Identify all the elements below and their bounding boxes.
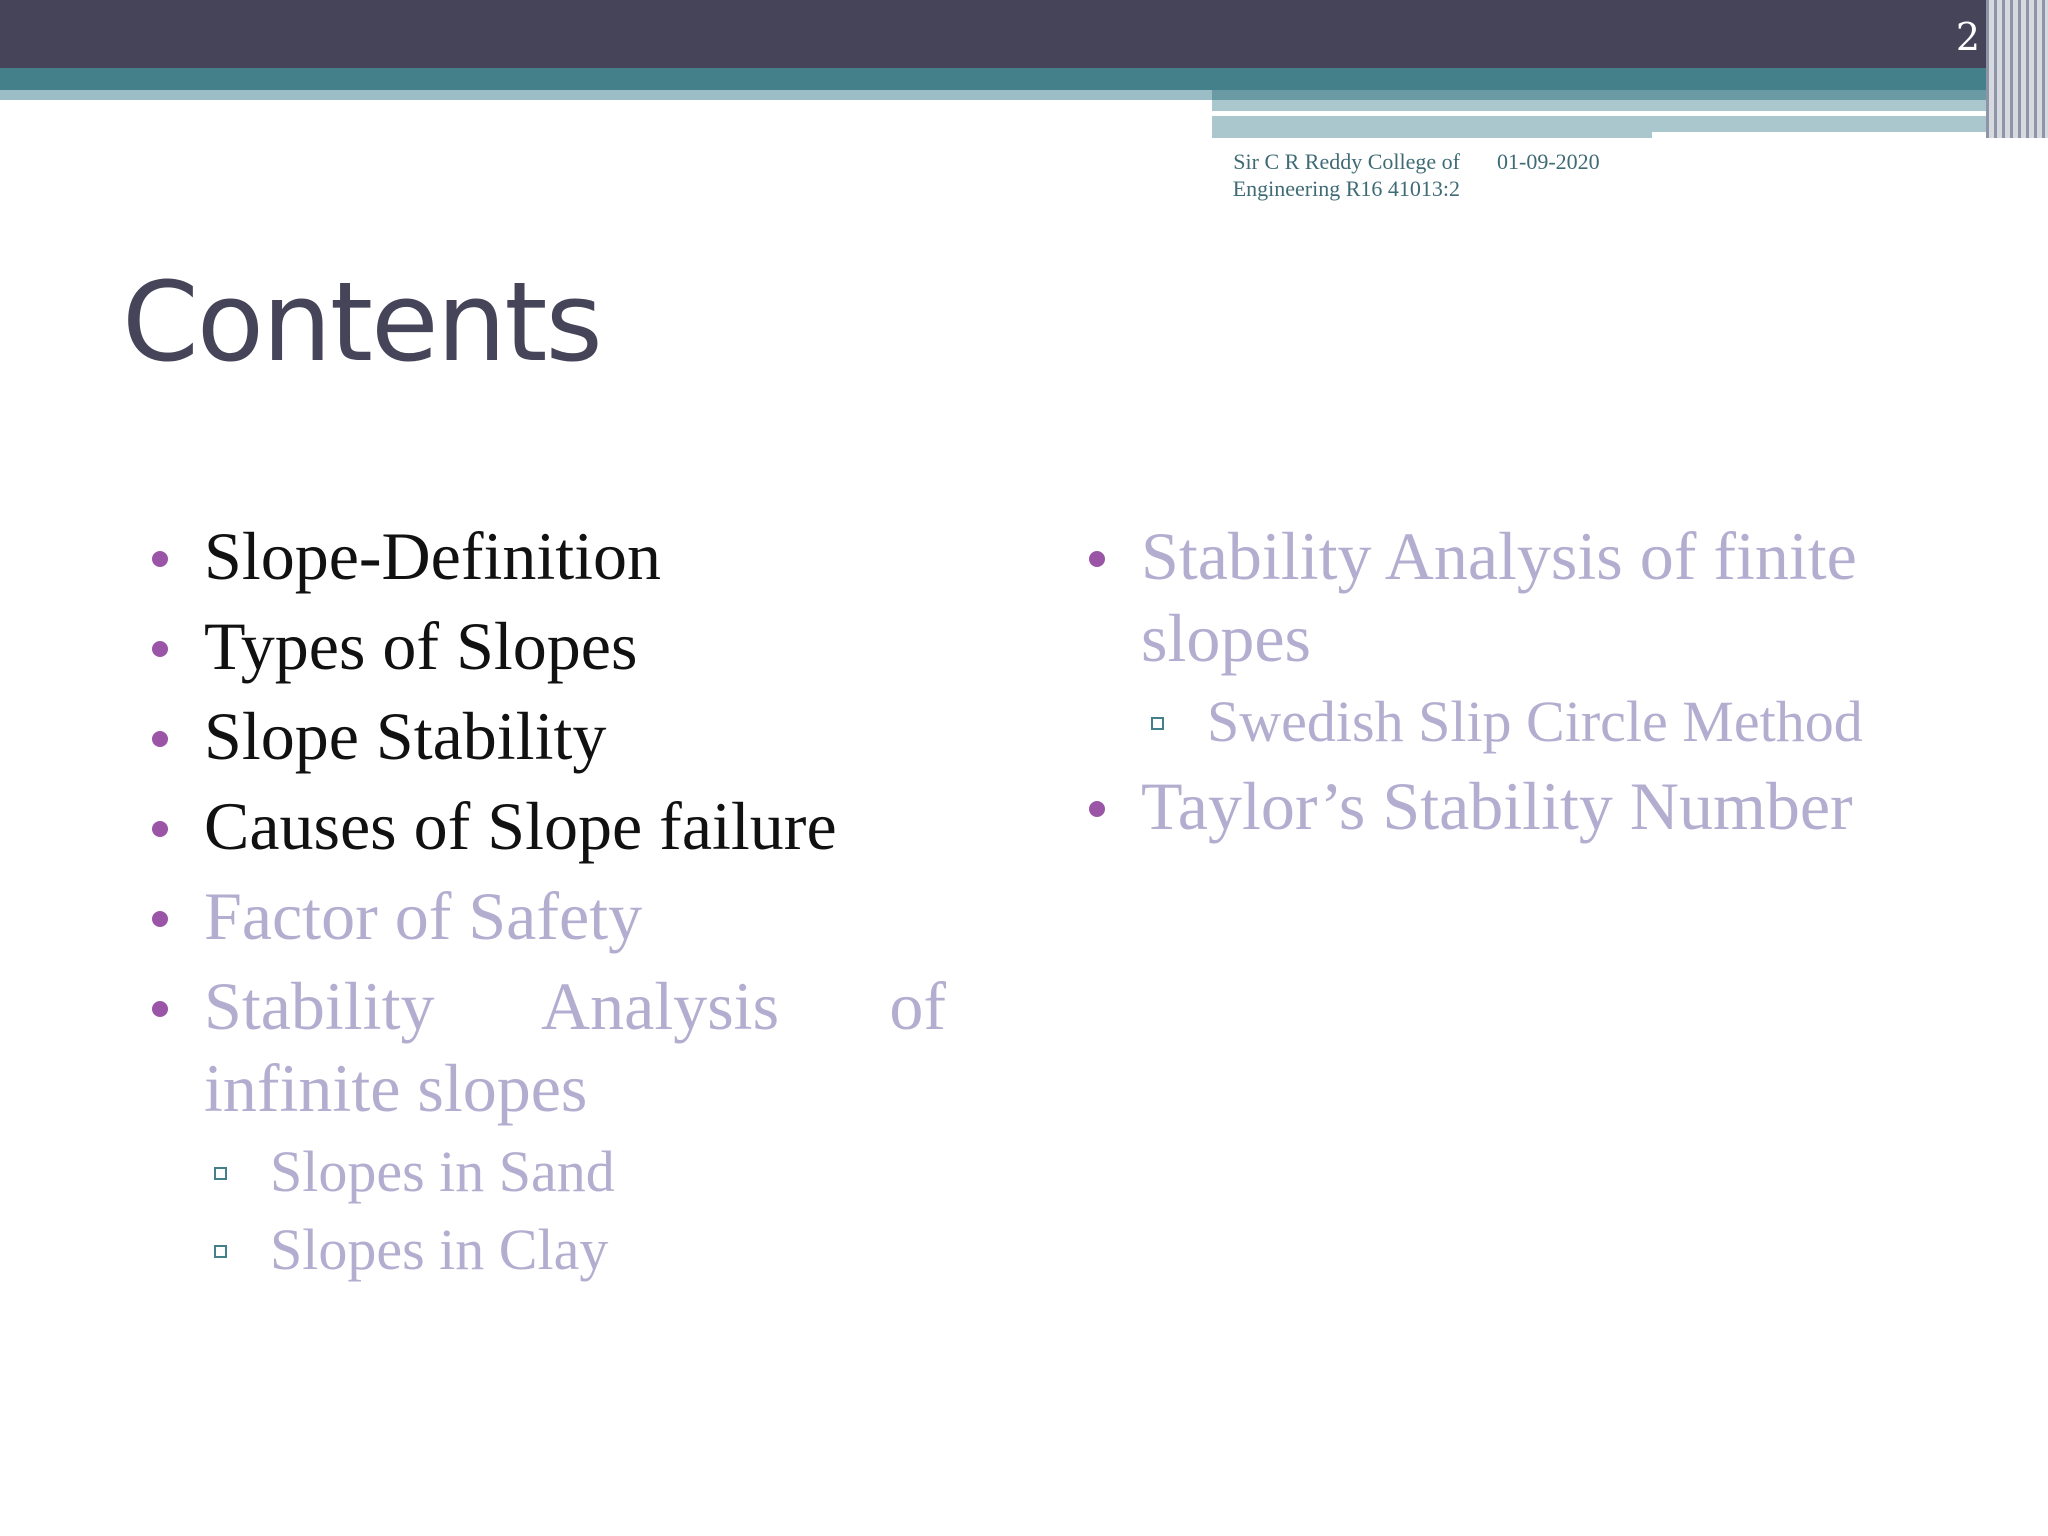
bullet-dot-icon <box>152 551 168 567</box>
header-stripes-decoration <box>1986 0 2048 138</box>
contents-subitem-slopes-in-sand <box>148 1137 998 1207</box>
contents-item-finite-slopes <box>1085 515 2021 679</box>
header-teal-band <box>0 68 2048 90</box>
bullet-dot-icon <box>152 1001 168 1017</box>
contents-subitem-label: Slopes in Clay <box>270 1217 609 1282</box>
contents-item-label: Slope Stability <box>204 698 607 774</box>
contents-subitem-label: Slopes in Sand <box>270 1139 615 1204</box>
footer-date: 01-09-2020 <box>1497 149 1600 174</box>
contents-subitem-slopes-in-clay <box>148 1215 998 1285</box>
bullet-dot-icon <box>152 731 168 747</box>
square-bullet-icon <box>1151 717 1164 730</box>
contents-left-column <box>148 515 998 1293</box>
square-bullet-icon <box>214 1245 227 1258</box>
contents-item-factor-of-safety <box>148 875 998 957</box>
contents-item-label: Slope-Definition <box>204 518 662 594</box>
header-right-tab-small <box>1652 116 2002 132</box>
contents-item-slope-definition <box>148 515 998 597</box>
contents-subitem-swedish-slip-circle <box>1085 687 1985 757</box>
contents-item-types-of-slopes <box>148 605 998 687</box>
contents-item-label: Factor of Safety <box>204 878 643 954</box>
contents-item-label: Stability Analysis of finite slopes <box>1141 518 1857 676</box>
contents-item-taylors-stability-number <box>1085 765 1985 847</box>
contents-item-slope-stability <box>148 695 998 777</box>
header-right-band-lower <box>1212 100 2002 111</box>
slide-number: 2 <box>1955 15 1980 59</box>
contents-right-column <box>1085 515 1985 855</box>
bullet-dot-icon <box>152 641 168 657</box>
header-right-band <box>1212 90 2002 100</box>
contents-item-label: Stability Analysis of infinite slopes <box>204 968 946 1126</box>
bullet-dot-icon <box>152 821 168 837</box>
contents-item-label: Taylor’s Stability Number <box>1141 768 1853 844</box>
contents-item-label: Causes of Slope failure <box>204 788 837 864</box>
header-light-band <box>0 90 1212 100</box>
contents-subitem-label: Swedish Slip Circle Method <box>1207 689 1863 754</box>
footer-college-text: Sir C R Reddy College of Engineering R16 41013:2 <box>1232 149 1460 201</box>
bullet-dot-icon <box>1089 801 1105 817</box>
bullet-dot-icon <box>152 911 168 927</box>
contents-item-label: Types of Slopes <box>204 608 638 684</box>
bullet-dot-icon <box>1089 551 1105 567</box>
contents-item-causes-of-slope-failure <box>148 785 998 867</box>
header-right-tab <box>1212 116 1652 138</box>
contents-item-infinite-slopes <box>148 965 946 1129</box>
header-dark-band <box>0 0 2048 68</box>
slide-title: Contents <box>122 258 601 386</box>
square-bullet-icon <box>214 1167 227 1180</box>
